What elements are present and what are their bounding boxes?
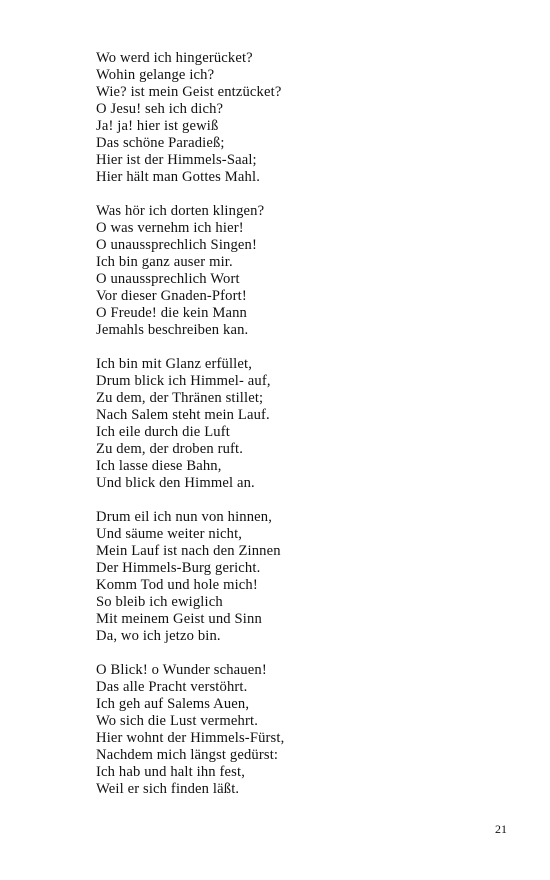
- verse-line: Jemahls beschreiben kan.: [96, 322, 249, 338]
- verse-line: Das alle Pracht verstöhrt.: [96, 679, 248, 695]
- verse-line: Ich bin mit Glanz erfüllet,: [96, 356, 253, 372]
- verse-line: O Jesu! seh ich dich?: [96, 101, 224, 117]
- verse-line: Nachdem mich längst gedürst:: [96, 747, 279, 763]
- verse-line: Und blick den Himmel an.: [96, 475, 255, 491]
- verse-line: Drum blick ich Himmel- auf,: [96, 373, 271, 389]
- verse-line: Nach Salem steht mein Lauf.: [96, 407, 270, 423]
- verse-line: Ja! ja! hier ist gewiß: [96, 118, 219, 134]
- verse-line: Zu dem, der Thränen stillet;: [96, 390, 264, 406]
- verse-line: O Freude! die kein Mann: [96, 305, 247, 321]
- verse-line: Das schöne Paradieß;: [96, 135, 225, 151]
- verse-line: Hier ist der Himmels-Saal;: [96, 152, 257, 168]
- verse-line: Wohin gelange ich?: [96, 67, 215, 83]
- verse-line: Mein Lauf ist nach den Zinnen: [96, 543, 281, 559]
- verse-line: Ich lasse diese Bahn,: [96, 458, 222, 474]
- verse-line: Komm Tod und hole mich!: [96, 577, 258, 593]
- verse-line: Ich bin ganz auser mir.: [96, 254, 233, 270]
- verse-line: O unaussprechlich Wort: [96, 271, 240, 287]
- verse-line: O unaussprechlich Singen!: [96, 237, 258, 253]
- verse-line: Da, wo ich jetzo bin.: [96, 628, 221, 644]
- stanza-1: [96, 50, 516, 186]
- stanza-5: [96, 662, 516, 798]
- verse-line: So bleib ich ewiglich: [96, 594, 223, 610]
- verse-line: Ich hab und halt ihn fest,: [96, 764, 245, 780]
- verse-line: Hier hält man Gottes Mahl.: [96, 169, 260, 185]
- stanza-2: [96, 203, 516, 339]
- verse-line: Mit meinem Geist und Sinn: [96, 611, 262, 627]
- verse-line: Wo sich die Lust vermehrt.: [96, 713, 259, 729]
- verse-line: Und säume weiter nicht,: [96, 526, 243, 542]
- stanza-3: [96, 356, 516, 492]
- verse-line: Der Himmels-Burg gericht.: [96, 560, 261, 576]
- verse-line: Wie? ist mein Geist entzücket?: [96, 84, 282, 100]
- verse-line: Wo werd ich hingerücket?: [96, 50, 253, 66]
- verse-line: Hier wohnt der Himmels-Fürst,: [96, 730, 285, 746]
- verse-line: Zu dem, der droben ruft.: [96, 441, 244, 457]
- verse-line: O was vernehm ich hier!: [96, 220, 244, 236]
- verse-line: Ich eile durch die Luft: [96, 424, 230, 440]
- page-number: 21: [495, 822, 507, 836]
- verse-line: O Blick! o Wunder schauen!: [96, 662, 267, 678]
- verse-line: Vor dieser Gnaden-Pfort!: [96, 288, 247, 304]
- verse-line: Drum eil ich nun von hinnen,: [96, 509, 273, 525]
- verse-line: Ich geh auf Salems Auen,: [96, 696, 250, 712]
- stanza-4: [96, 509, 516, 645]
- verse-line: Was hör ich dorten klingen?: [96, 203, 265, 219]
- poem-body: [96, 50, 516, 815]
- verse-line: Weil er sich finden läßt.: [96, 781, 240, 797]
